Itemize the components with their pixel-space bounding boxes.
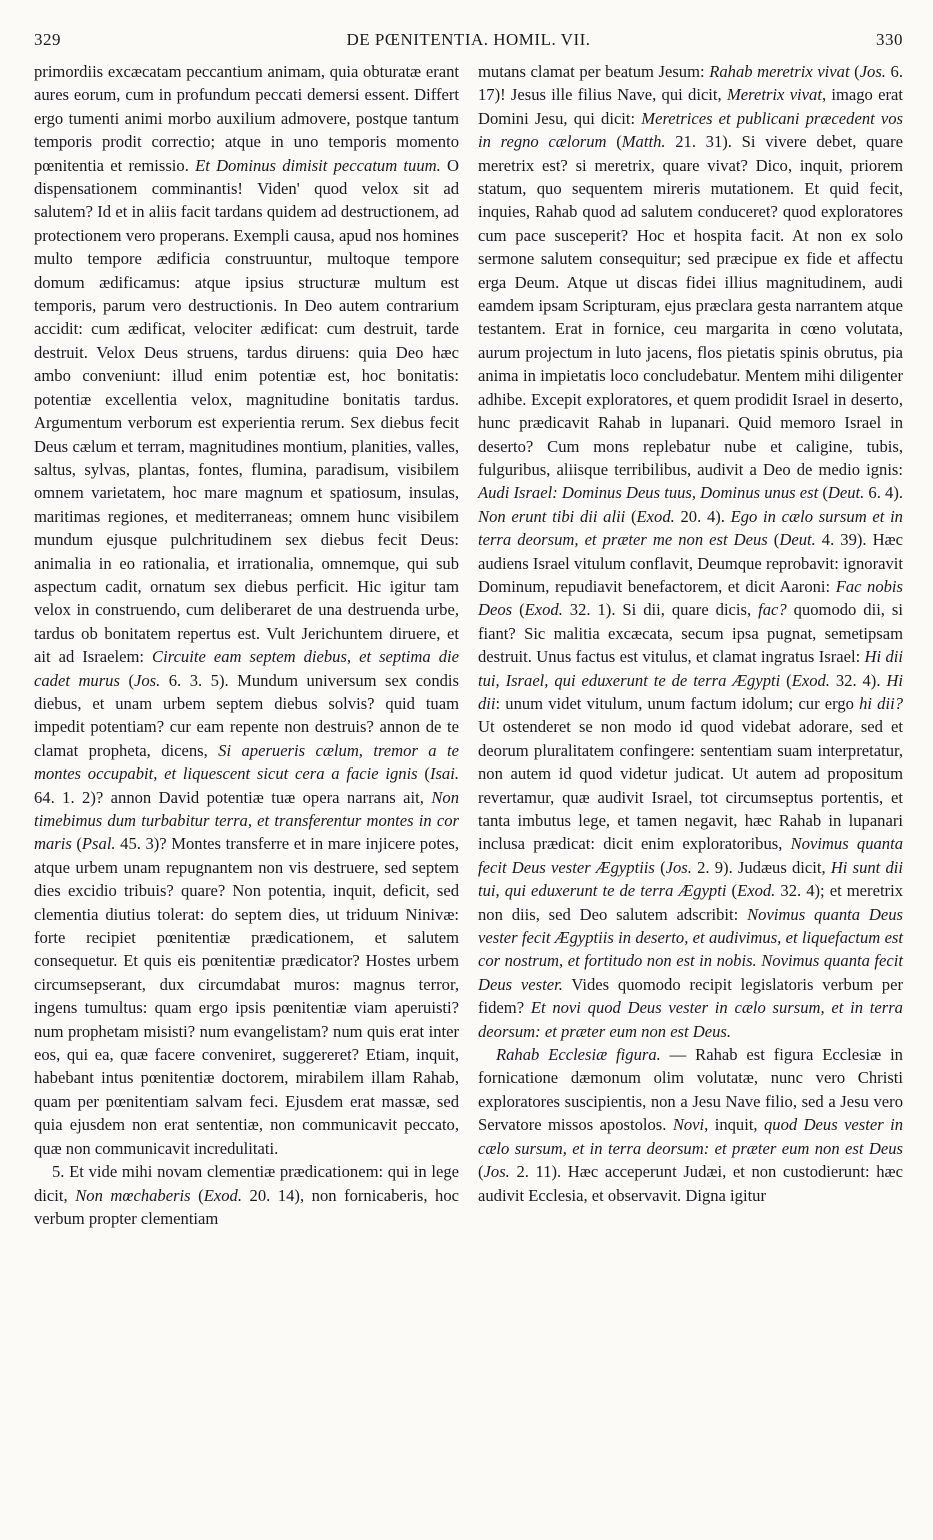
italic-text: Exod.: [203, 1185, 242, 1205]
paragraph: [478, 1043, 903, 1207]
italic-text: Deut.: [827, 483, 865, 503]
text-run: (: [849, 62, 860, 81]
text-run: 32. 4).: [829, 670, 887, 690]
text-run: 2. 11). Hæc acceperunt Judæi, et non custodierunt: hæc audivit Ecclesia, et observavit. Digna igitur: [478, 1162, 903, 1205]
text-run: (: [478, 1162, 484, 1182]
italic-text: Novi: [672, 1115, 705, 1135]
italic-text: hi dii?: [859, 693, 903, 713]
italic-text: Rahab meretrix vivat: [709, 62, 850, 81]
text-run: (: [767, 530, 780, 550]
text-run: (: [119, 670, 134, 690]
text-run: 20. 14), non fornicaberis, hoc verbum propter clementiam: [34, 1185, 459, 1228]
text-run: 6. 4).: [864, 483, 903, 503]
italic-text: Fac nobis Deos: [478, 576, 903, 620]
text-run: — Rahab est figura Ecclesiæ in fornicatione dæmonum olim volutatæ, nunc vero Christi exploratores suscipientis, non a Jesu Nave filio, sed a Jesu vero Servatore missos apostolos.: [478, 1045, 903, 1135]
text-run: 64. 1. 2)? annon David potentiæ tuæ opera narrans ait,: [34, 787, 432, 807]
paragraph: [34, 1160, 459, 1230]
page-number-right: 330: [875, 30, 903, 49]
italic-text: Meretrix vivat: [726, 85, 822, 105]
text-run: (: [654, 857, 666, 877]
text-run: : unum videt vitulum, unum factum idolum; cur ergo: [495, 693, 860, 713]
text-run: 5. Et vide mihi novam clementiæ prædicationem: qui in lege dicit,: [34, 1162, 459, 1205]
italic-text: Exod.: [524, 600, 563, 620]
italic-text: Non mœchaberis: [75, 1185, 191, 1205]
right-column: [478, 60, 903, 1230]
text-run: (: [625, 506, 637, 526]
text-run: mutans clamat per beatum Jesum:: [478, 62, 710, 81]
italic-text: Hi sunt dii tui, qui eduxerunt te de terra Ægypti: [478, 857, 903, 901]
text-run: O dispensationem comminantis! Viden' quod velox sit ad salutem? Id et in aliis facit tardans quidem ad destructionem, ad protectionem vero properans. Exempli causa, apud nos homines multo tempore ædificia construuntur, multoque tempore domum ædificamus: atque ipsius structuræ multum est temporis, parum vero destructionis. In Deo autem contrarium accidit: cum ædificat, velociter ædificat: cum destruit, tarde destruit. Velox Deus struens, tardus diruens: quia Deo hæc ambo conveniunt: illud enim potentiæ est, hoc bonitatis: potentiæ excellentia velox, magnitudine bonitatis tardus. Argumentum verborum est experientia rerum. Sex diebus fecit Deus cælum et terram, magnitudines montium, planities, valles, saltus, sylvas, plantas, fontes, flumina, paradisum, visibilem omnem varietatem, hoc mare magnum et spatiosum, insulas, maritimas regiones, et mediterraneas; omnem hunc visibilem mundum ejusque pulchritudinem sex diebus fecit Deus: animalia in eo rationalia, et irrationalia, omnemque, qui sub aspectum cadit, ornatum sex diebus perficit. Hic igitur tam velox in construendo, cum deliberaret de una destruenda urbe, tardus ob bonitatem repertus est. Vult Jerichuntem diruere, et ait ad Israelem:: [34, 155, 459, 667]
italic-text: Si aperueris cælum, tremor a te montes occupabit, et liquescent sicut cera a facie ignis: [34, 740, 459, 784]
text-run: (: [606, 132, 622, 152]
italic-text: Deut.: [779, 530, 816, 550]
text-run: Ut ostenderet se non modo id quod videbat adorare, sed et deorum pluralitatem confingere: sententiam suam interpretatur, non autem id quod videtur judicat. Ut autem ad propositum revertamur, quæ audivit Israel, tot circumseptus portentis, et tanta imbutus lege, et tamen negavit, hæc Rahab in lupanari inclusa prædicat: dicit enim exploratoribus,: [478, 717, 903, 854]
text-run: , imago erat Domini Jesu, qui dicit:: [478, 85, 903, 128]
italic-text: Ego in cælo sursum et in terra deorsum, et præter me non est Deus: [478, 506, 903, 550]
italic-text: Psal.: [81, 834, 116, 854]
italic-text: Hi dii: [478, 670, 903, 713]
text-run: (: [190, 1185, 204, 1205]
text-run: 20. 4).: [674, 506, 731, 526]
italic-text: Meretrices et publicani præcedent vos in regno cælorum: [478, 108, 903, 152]
text-run: (: [726, 881, 738, 901]
italic-text: Jos.: [859, 62, 886, 81]
italic-text: Et novi quod Deus vester in cælo sursum, et in terra deorsum: et præter eum non est Deus.: [478, 998, 903, 1041]
text-run: (: [71, 834, 82, 854]
italic-text: Circuite eam septem diebus, et septima die cadet murus: [34, 647, 459, 690]
italic-text: Non erunt tibi dii alii: [478, 506, 626, 526]
text-run: (: [780, 670, 792, 690]
italic-text: Audi Israel: Dominus Deus tuus, Dominus unus est: [478, 483, 819, 503]
text-run: (: [818, 483, 828, 503]
italic-text: Novimus quanta Deus vester fecit Ægyptiis in deserto, et audivimus, et liquefactum est cor nostrum, et fortitudo non est in nobis. Novimus quanta fecit Deus vester.: [478, 904, 903, 994]
italic-text: Exod.: [737, 881, 776, 901]
italic-text: Jos.: [483, 1162, 510, 1182]
text-run: 32. 1). Si dii, quare dicis,: [562, 600, 759, 620]
text-run: 32. 4); et meretrix non diis, sed Deo salutem adscribit:: [478, 881, 903, 924]
italic-text: Exod.: [791, 670, 830, 690]
italic-text: Novimus quanta fecit Deus vester Ægyptiis: [478, 834, 903, 877]
text-run: 2. 9). Judæus dicit,: [691, 857, 831, 877]
italic-text: Hi dii tui, Israel, qui eduxerunt te de terra Ægypti: [478, 647, 904, 690]
paragraph: [478, 60, 903, 1043]
text-run: (: [512, 600, 525, 620]
text-run: 4. 39). Hæc audiens Israel vitulum conflavit, Deumque reprobavit: ignoravit Dominum, repudiavit benefactorem, et dicit Aaroni:: [478, 530, 903, 596]
italic-text: Exod.: [636, 506, 675, 526]
italic-text: fac?: [758, 600, 787, 620]
text-run: (: [417, 764, 430, 784]
running-title: DE PŒNITENTIA. HOMIL. VII.: [346, 30, 591, 49]
running-header: [34, 30, 903, 60]
text-run: Vides quomodo recipit legislatoris verbum per fidem?: [478, 974, 903, 1018]
text-run: 6. 3. 5). Mundum universum sex condis diebus, et unam urbem septem diebus solvis? quid tuam impedit potentiam? cur eam repente non destruis? annon de te clamat propheta, dicens,: [34, 670, 459, 760]
italic-text: Et Dominus dimisit peccatum tuum.: [195, 155, 441, 175]
text-columns: [34, 60, 903, 1230]
page-number-left: 329: [34, 30, 61, 49]
text-run: , inquit,: [704, 1115, 764, 1135]
italic-text: Non timebimus dum turbabitur terra, et transferentur montes in cor maris: [34, 787, 459, 854]
text-run: 45. 3)? Montes transferre et in mare injicere potes, atque urbem unam repugnantem non vis destruere, sed septem dies excidio tribuis? quare? Non potentia, inquit, deficit, sed clementia diutius tolerat: do septem dies, ut triduum Ninivæ: forte recipiet pœnitentiæ prædicationem, et salutem consequetur. Et quis eis pœnitentiæ prædicator? Hostes urbem circumsepserant, dux circumdabat muros: magnus terror, ingens tumultus: quam ergo ipsis pœnitentiæ viam aperuisti? num prophetam misisti? num evangelistam? num quis erat inter eos, qui ea, quæ facere conveniret, suggereret? Etiam, inquit, habebant intus pœnitentiæ doctorem, mirabilem illam Rahab, quam per pœnitentiam salvam feci. Ejusdem erat massæ, sed quia ejusdem non erat sententiæ, non communicavit peccato, quæ non communicavit incredulitati.: [34, 834, 459, 1158]
paragraph: [34, 60, 459, 1160]
italic-text: Jos.: [133, 670, 161, 690]
italic-text: quod Deus vester in cælo sursum, et in terra deorsum: et præter eum non est Deus: [478, 1115, 903, 1158]
italic-text: Isai.: [429, 764, 459, 784]
text-run: primordiis excæcatam peccantium animam, quia obturatæ erant aures eorum, cum in profundum peccati demersi essent. Differt ergo tumenti animi morbo auxilium admovere, postque tantum temporis prodit correctio; atque in uno temporis momento pœnitentia et remissio.: [34, 62, 459, 175]
text-run: quomodo dii, si fiant? Sic malitia excæcata, secum ipsa pugnat, semetipsam destruit. Unus factus est vitulus, et clamat ingratus Israel:: [478, 600, 903, 667]
text-run: 21. 31). Si vivere debet, quare meretrix est? si meretrix, quare vivat? Dico, inquit, priorem statum, quo sequentem mireris mutationem. Et quid fecit, inquies, Rahab quod ad salutem conduceret? quod exploratores cum pace susceperit? Hoc et hospita facit. At non ex solo sermone salutem consequitur; sed præcipue ex fide et affectu erga Deum. Atque ut discas fidei illius magnitudinem, audi eamdem ipsam Scripturam, ejus præclara gesta narrantem atque testantem. Erat in fornice, ceu margarita in cœno volutata, aurum projectum in luto jacens, flos pietatis spinis obrutus, pia anima in impietatis loco concludebatur. Mentem mihi diligenter adhibe. Excepit exploratores, et quem prodidit Israel in deserto, hunc prædicavit Rahab in lupanari. Quid memoro Israel in deserto? Cum mons replebatur nube et caligine, tubis, fulguribus, aliisque terribilibus, audivit a Deo de medio ignis:: [478, 132, 903, 479]
italic-text: Matth.: [621, 132, 666, 152]
italic-text: Jos.: [665, 857, 692, 877]
italic-text: Rahab Ecclesiæ figura.: [496, 1045, 661, 1065]
left-column: [34, 60, 459, 1230]
text-run: 6. 17)! Jesus ille filius Nave, qui dicit,: [478, 62, 903, 105]
